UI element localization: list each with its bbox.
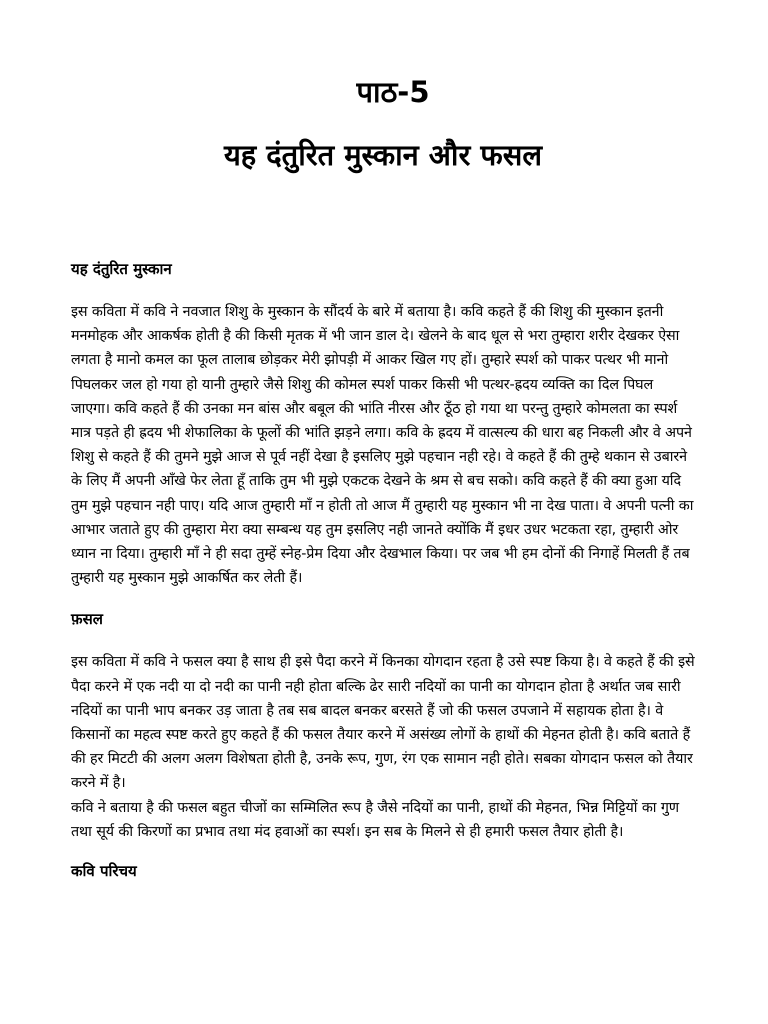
- section-kavi-parichay: [71, 860, 695, 882]
- lesson-number: पाठ-5: [356, 75, 430, 109]
- body-paragraph: इस कविता में कवि ने नवजात शिशु के मुस्कान के सौंदर्य के बारे में बताया है। कवि कहते हैं की शिशु की मुस्कान इतनी मनमोहक और आकर्षक होती है की किसी मृतक में भी जान डाल दे। खेलने के बाद धूल से भरा तुम्हारा शरीर देखकर ऐसा लगता है मानो कमल का फूल तालाब छोड़कर मेरी झोपड़ी में आकर खिल गए हों। तुम्हारे स्पर्श को पाकर पत्थर भी मानो पिघलकर जल हो गया हो यानी तुम्हारे जैसे शिशु की कोमल स्पर्श पाकर किसी भी पत्थर-ह्रदय व्यक्ति का दिल पिघल जाएगा। कवि कहते हैं की उनका मन बांस और बबूल की भांति नीरस और ठूँठ हो गया था परन्तु तुम्हारे कोमलता का स्पर्श मात्र पड़ते ही ह्रदय भी शेफालिका के फूलों की भांति झड़ने लगा। कवि के ह्रदय में वात्सल्य की धारा बह निकली और वे अपने शिशु से कहते हैं की तुमने मुझे आज से पूर्व नहीं देखा है इसलिए मुझे पहचान नही रहे। वे कहते हैं की तुम्हे थकान से उबारने के लिए मैं अपनी आँखे फेर लेता हूँ ताकि तुम भी मुझे एकटक देखने के श्रम से बच सको। कवि कहते हैं की क्या हुआ यदि तुम मुझे पहचान नही पाए। यदि आज तुम्हारी माँ न होती तो आज मैं तुम्हारी यह मुस्कान भी ना देख पाता। वे अपनी पत्नी का आभार जताते हुए की तुम्हारा मेरा क्या सम्बन्ध यह तुम इसलिए नही जानते क्योंकि मैं इधर उधर भटकता रहा, तुम्हारी ओर ध्यान ना दिया। तुम्हारी माँ ने ही सदा तुम्हें स्नेह-प्रेम दिया और देखभाल किया। पर जब भी हम दोनों की निगाहें मिलती हैं तब तुम्हारी यह मुस्कान मुझे आकर्षित कर लेती हैं।: [71, 304, 694, 587]
- section-danturit-muskan: [71, 258, 695, 590]
- section-heading: कवि परिचय: [71, 862, 137, 881]
- section-heading: फ़सल: [71, 610, 103, 629]
- section-heading: यह दंतुरित मुस्कान: [71, 260, 172, 278]
- lesson-title: यह दंतुरित मुस्कान और फसल: [223, 138, 543, 172]
- section-fasal: [71, 608, 695, 844]
- body-paragraph: इस कविता में कवि ने फसल क्या है साथ ही इसे पैदा करने में किनका योगदान रहता है उसे स्पष्ट किया है। वे कहते हैं की इसे पैदा करने में एक नदी या दो नदी का पानी नही होता बल्कि ढेर सारी नदियों का पानी का योगदान होता है अर्थात जब सारी नदियों का पानी भाप बनकर उड़ जाता है तब सब बादल बनकर बरसते हैं जो की फसल उपजाने में सहायक होता है। वे किसानों का महत्व स्पष्ट करते हुए कहते हैं की फसल तैयार करने में असंख्य लोगों के हाथों की मेहनत होती है। कवि बताते हैं की हर मिटटी की अलग अलग विशेषता होती है, उनके रूप, गुण, रंग एक सामान नही होते। सबका योगदान फसल को तैयार करने में है।: [71, 654, 695, 792]
- body-paragraph: कवि ने बताया है की फसल बहुत चीजों का सम्मिलित रूप है जैसे नदियों का पानी, हाथों की मेहनत, भिन्न मिट्टियों का गुण तथा सूर्य की किरणों का प्रभाव तथा मंद हवाओं का स्पर्श। इन सब के मिलने से ही हमारी फसल तैयार होती है।: [71, 799, 680, 840]
